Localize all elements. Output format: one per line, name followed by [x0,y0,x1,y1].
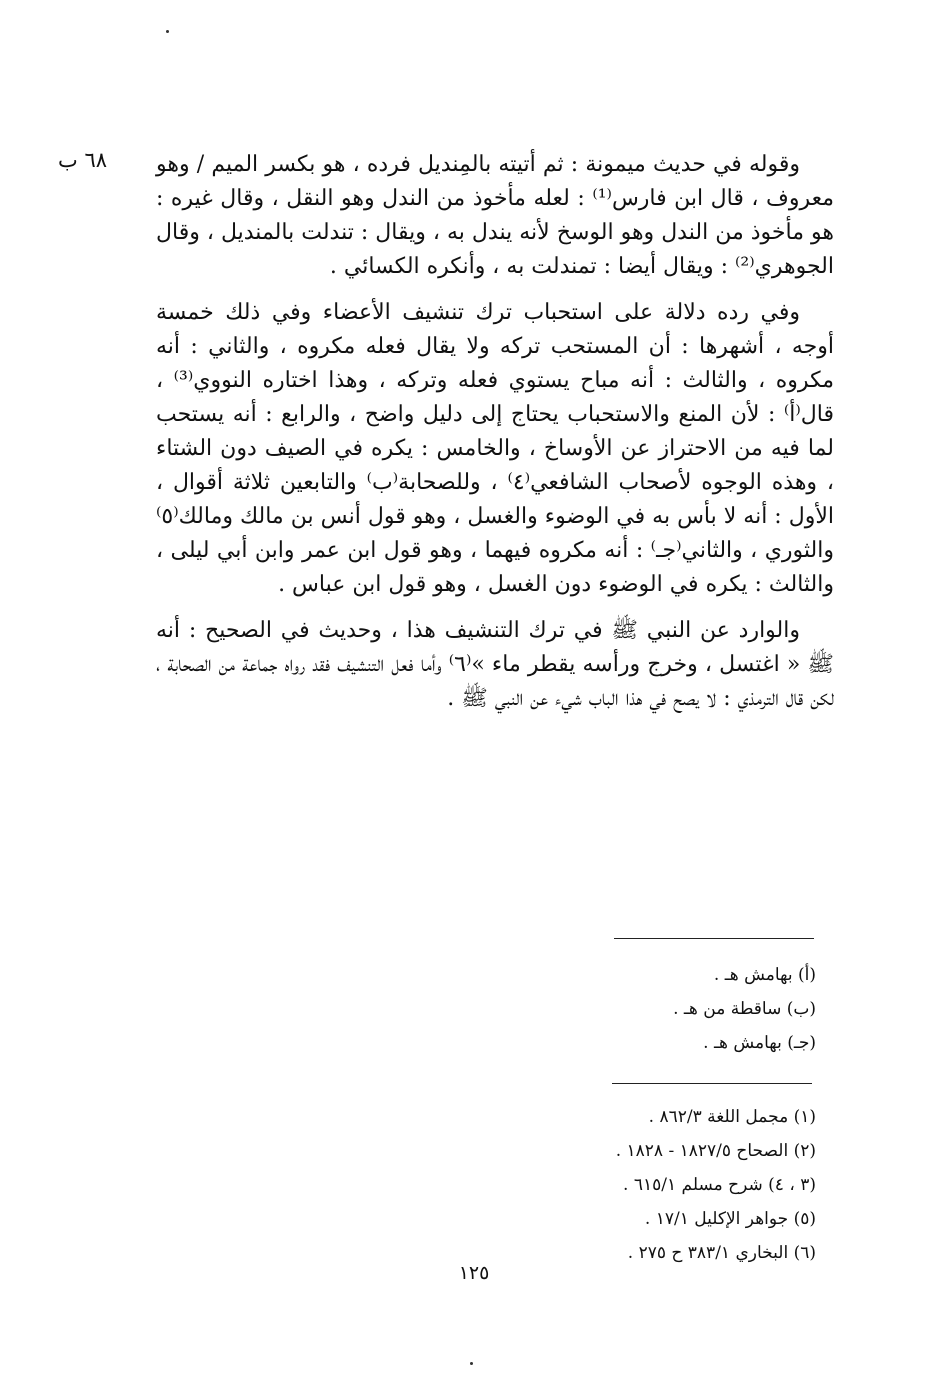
paragraph-1: وقوله في حديث ميمونة : ثم أتيته بالمِنديل فرده ، هو بكسر الميم / وهو معروف ، قال ابن فارس⁽¹⁾ : لعله مأخوذ من الندل وهو النقل ، وقال غيره : هو مأخوذ من الندل وهو الوسخ لأنه يندل به ، ويقال : تندلت بالمنديل ، وقال الجوهري⁽²⁾ : ويقال أيضا : تمندلت به ، وأنكره الكسائي . [156,152,834,279]
variant-note: (ب) ساقطة من هـ . [673,999,816,1019]
variant-note: (جـ) بهامش هـ . [703,1033,816,1053]
paragraph-2: وفي رده دلالة على استحباب ترك تنشيف الأعضاء وفي ذلك خمسة أوجه ، أشهرها : أن المستحب تركه ولا يقال فعله مكروه ، والثاني : أنه مكروه ، والثالث : أنه مباح يستوي فعله وتركه ، وهذا اختاره النووي⁽³⁾ ، قال⁽أ⁾ : لأن المنع والاستحباب يحتاج إلى دليل واضح ، والرابع : أنه يستحب لما فيه من الاحتراز عن الأوساخ ، والخامس : يكره في الصيف دون الشتاء ، وهذه الوجوه لأصحاب الشافعي⁽٤⁾ ، وللصحابة⁽ب⁾ والتابعين ثلاثة أقوال ، الأول : أنه لا بأس به في الوضوء والغسل ، وهو قول أنس بن مالك ومالك⁽٥⁾ والثوري ، والثاني⁽جـ⁾ : أنه مكروه فيهما ، وهو قول ابن عمر وابن أبي ليلى ، والثالث : يكره في الوضوء دون الغسل ، وهو قول ابن عباس . [156,300,834,597]
manuscript-folio-note: ٦٨ ب [58,148,108,172]
footnote-divider-variants [614,938,814,939]
page-number: ١٢٥ [458,1262,490,1284]
paragraph-3: والوارد عن النبي ﷺ في ترك التنشيف هذا ، وحديث في الصحيح : أنه ﷺ « اغتسل ، وخرج ورأسه يقطر ماء »⁽٦⁾ وأما فعل التنشيف فقد رواه جماعة من الصحابة ، لكن قال الترمذي : لا يصح في هذا الباب شيء عن النبي ﷺ . [156,618,834,711]
variant-footnotes [516,958,816,1060]
footnote-divider-references [612,1083,812,1084]
main-text [156,148,834,728]
reference-note: (١) مجمل اللغة ٨٦٢/٣ . [648,1107,816,1127]
reference-note: (٣ ، ٤) شرح مسلم ٦١٥/١ . [623,1175,816,1195]
reference-note: (٦) البخاري ٣٨٣/١ ح ٢٧٥ . [627,1243,816,1263]
reference-note: (٥) جواهر الإكليل ١٧/١ . [644,1209,816,1229]
scan-speck [470,1362,473,1365]
variant-note: (أ) بهامش هـ . [713,965,816,985]
scan-speck [166,30,169,33]
reference-footnotes [456,1100,816,1270]
reference-note: (٢) الصحاح ١٨٢٧/٥ - ١٨٢٨ . [615,1141,816,1161]
